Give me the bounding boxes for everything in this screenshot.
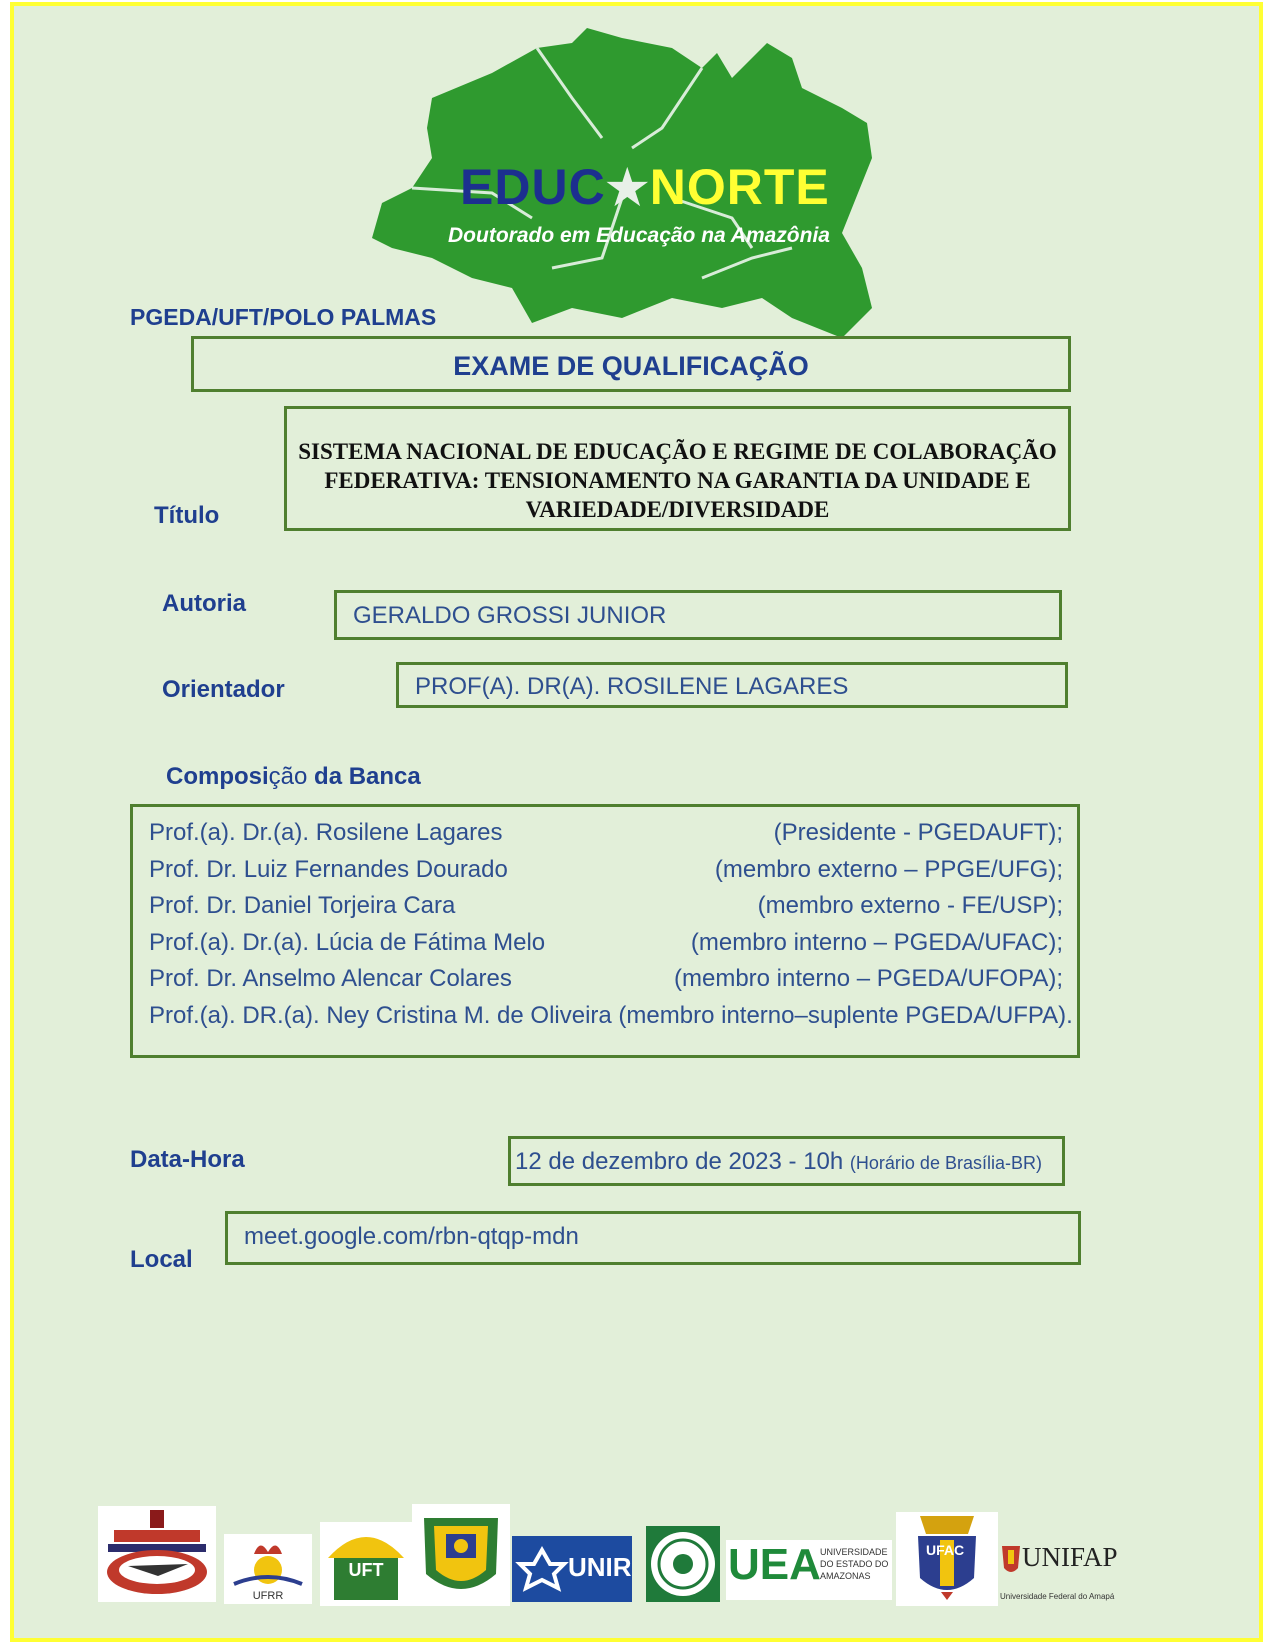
titulo-label: Título [154, 502, 220, 529]
unir-logo: UNIR [512, 1536, 632, 1602]
poster [10, 2, 1263, 1642]
ufac-logo: UFAC [896, 1512, 998, 1606]
thesis-title: SISTEMA NACIONAL DE EDUCAÇÃO E REGIME DE COLABORAÇÃO FEDERATIVA: TENSIONAMENTO NA GARANTIA DA UNIDADE E VARIEDADE/DIVERSIDADE [298, 439, 1057, 522]
author-name: GERALDO GROSSI JUNIOR [353, 602, 667, 629]
autoria-label: Autoria [162, 590, 246, 617]
educanorte-logo [372, 18, 920, 356]
banca-member: Prof. Dr. Daniel Torjeira Cara (membro externo - FE/USP); [149, 892, 1063, 919]
uea-logo: UEA UNIVERSIDADE DO ESTADO DO AMAZONAS [726, 1540, 892, 1600]
ufac-seal-logo [646, 1526, 720, 1602]
meeting-link[interactable]: meet.google.com/rbn-qtqp-mdn [244, 1223, 579, 1250]
banca-member: Prof. Dr. Luiz Fernandes Dourado (membro externo – PPGE/UFG); [149, 855, 1063, 883]
banca-member-suplente: Prof.(a). DR.(a). Ney Cristina M. de Oliveira (membro interno–suplente PGEDA/UFPA). [149, 1001, 1073, 1029]
logo-title: EDUC★NORTE [460, 159, 830, 215]
exam-title: EXAME DE QUALIFICAÇÃO [453, 351, 809, 381]
program-name: PGEDA/UFT/POLO PALMAS [130, 304, 437, 330]
ufrr-logo: UFRR [224, 1534, 312, 1604]
date-time: 12 de dezembro de 2023 - 10h (Horário de Brasília-BR) [515, 1148, 1042, 1175]
uft-logo: UFT [320, 1522, 412, 1606]
titulo-box [284, 406, 1071, 531]
orientador-box [396, 662, 1068, 708]
banca-member: Prof. Dr. Anselmo Alencar Colares (membro interno – PGEDA/UFOPA); [149, 965, 1063, 992]
advisor-name: PROF(A). DR(A). ROSILENE LAGARES [415, 673, 849, 700]
banca-member: Prof.(a). Dr.(a). Lúcia de Fátima Melo (membro interno – PGEDA/UFAC); [149, 928, 1063, 956]
ufopa-logo [98, 1506, 216, 1602]
logo-subtitle: Doutorado em Educação na Amazônia [448, 224, 830, 247]
ufam-logo [412, 1504, 510, 1606]
banca-member: Prof.(a). Dr.(a). Rosilene Lagares (Presidente - PGEDAUFT); [149, 819, 1063, 846]
unifap-logo: UNIFAP Universidade Federal do Amapá [1000, 1542, 1118, 1601]
local-label: Local [130, 1246, 193, 1273]
star-icon: ★ [605, 162, 650, 215]
orientador-label: Orientador [162, 676, 285, 703]
banca-box [130, 804, 1080, 1058]
exam-title-box [191, 336, 1071, 392]
data-hora-box [508, 1136, 1065, 1186]
banca-list [133, 807, 1077, 1034]
banca-label: Composição da Banca [166, 763, 421, 790]
local-box [225, 1211, 1081, 1265]
data-hora-label: Data-Hora [130, 1146, 245, 1173]
autoria-box [334, 590, 1062, 640]
